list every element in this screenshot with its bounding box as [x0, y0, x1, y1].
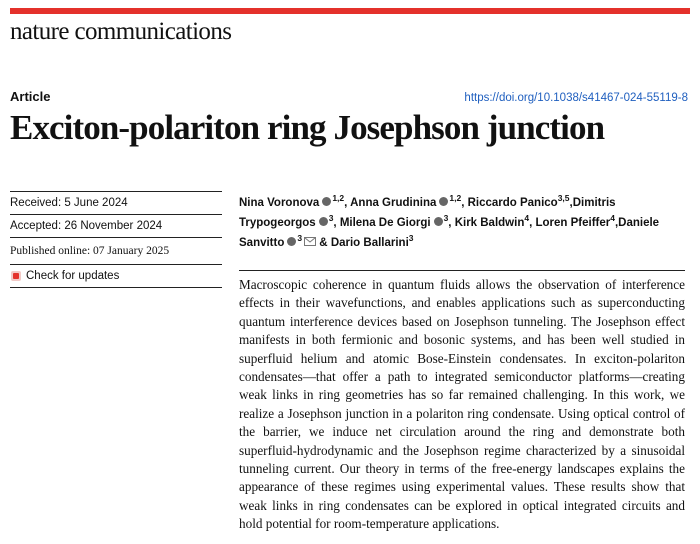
author[interactable]	[350, 193, 462, 209]
author[interactable]	[330, 233, 414, 249]
author[interactable]	[239, 193, 345, 209]
accepted-date: Accepted: 26 November 2024	[10, 214, 222, 237]
author-name[interactable]: Dario Ballarini	[330, 237, 409, 249]
email-icon[interactable]	[304, 237, 316, 246]
author-affiliation: 3	[443, 213, 449, 224]
author-name[interactable]: Loren Pfeiffer	[535, 217, 611, 229]
author-name[interactable]: Dimitris Trypogeorgos	[239, 197, 616, 229]
author-affiliation: 4	[610, 213, 615, 224]
article-title: Exciton-polariton ring Josephson junction	[10, 108, 605, 147]
author-name[interactable]: Daniele Sanvitto	[239, 217, 660, 249]
orcid-icon[interactable]	[439, 197, 448, 206]
received-date: Received: 5 June 2024	[10, 191, 222, 214]
journal-name[interactable]: nature communications	[10, 18, 232, 45]
orcid-icon[interactable]	[287, 237, 296, 246]
orcid-icon[interactable]	[319, 217, 328, 226]
author-name[interactable]: Riccardo Panico	[467, 197, 558, 209]
journal-accent-bar	[10, 8, 690, 14]
check-for-updates-button[interactable]	[10, 264, 222, 288]
author[interactable]	[339, 213, 449, 229]
orcid-icon[interactable]	[434, 217, 443, 226]
author-name[interactable]: Milena De Giorgi	[339, 217, 431, 229]
author-name[interactable]: Anna Grudinina	[350, 197, 437, 209]
author[interactable]	[535, 213, 615, 229]
author-affiliation: 1,2	[332, 193, 345, 204]
abstract: Macroscopic coherence in quantum fluids allows the observation of interference effects in their wavefunctions, and enables applications such as superconducting quantum interference devices based on Josephson tunneling. The Josephson effect manifests in both fermionic and bosonic systems, and has been well studied in superfluid helium and atomic Bose-Einstein condensates. In exciton-polariton condensates—that offer a path to integrated semiconductor platforms—creating weak links in ring geometries has so far remained challenging. In this work, we realize a Josephson junction in a polariton ring condensate. Using optical control of the barrier, we induce net circulation around the ring and demonstrate both superfluid-hydrodynamic and the Josephson regime characterized by a sinusoidal tunneling current. Our theory in terms of the free-energy landscapes explains the appearance of these regimes using experimental values. These results show that weak links in ring condensates can be explored in optical integrated circuits and hold potential for room-temperature applications.	[239, 277, 685, 532]
check-updates-icon	[10, 270, 22, 282]
doi-link[interactable]: https://doi.org/10.1038/s41467-024-55119-8	[464, 92, 688, 104]
author-affiliation: 4	[524, 213, 530, 224]
author-affiliation: 3	[408, 233, 414, 244]
author[interactable]	[454, 213, 530, 229]
author-affiliation: 3	[297, 233, 303, 244]
author-affiliation: 1,2	[449, 193, 462, 204]
check-updates-label: Check for updates	[26, 270, 120, 282]
author-list: Nina Voronova $^{1,2}$, Anna Grudinina $^{1,2}$, Riccardo Panico$^{3,5}$,Dimitris Trypogeorgos $^3$, Milena De Giorgi $^3$, Kirk Baldwin$^4$, Loren Pfeiffer$^4$,Daniele Sanvitto $^3$ & Dario Ballarini$^3$	[239, 193, 660, 249]
author-name[interactable]: Kirk Baldwin	[454, 217, 525, 229]
article-meta	[10, 191, 222, 288]
abstract-divider	[239, 270, 685, 271]
orcid-icon[interactable]	[322, 197, 331, 206]
author-name[interactable]: Nina Voronova	[239, 197, 320, 209]
author-affiliation: 3,5	[557, 193, 570, 204]
author[interactable]	[467, 193, 570, 209]
article-type: Article	[10, 89, 51, 104]
published-date: Published online: 07 January 2025	[10, 237, 222, 264]
author-affiliation: 3	[328, 213, 334, 224]
